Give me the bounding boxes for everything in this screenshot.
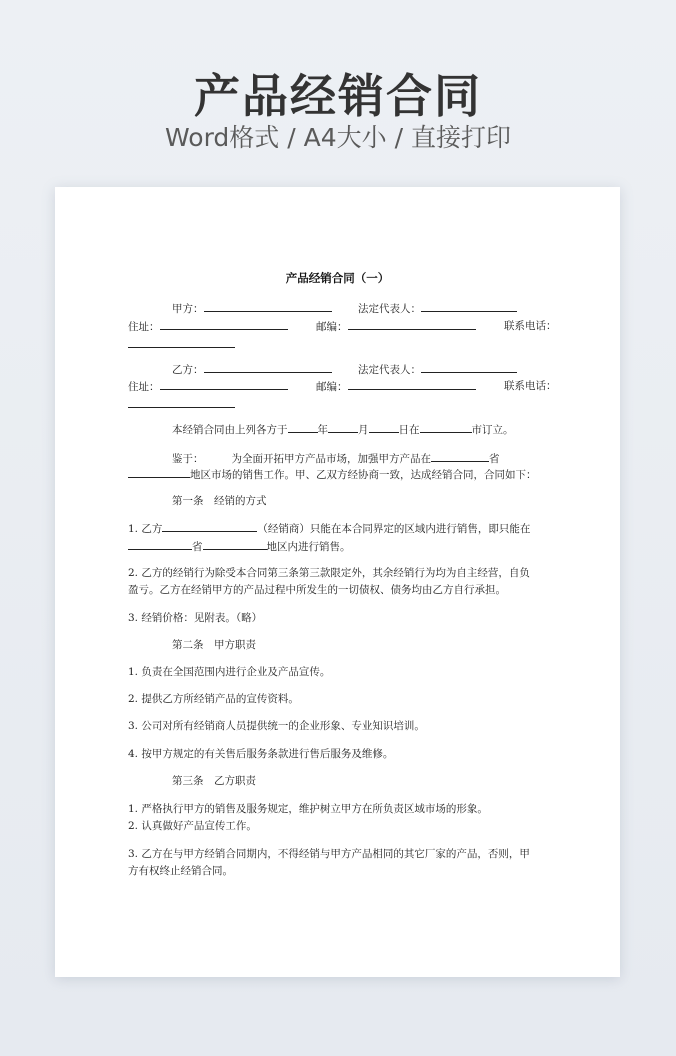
article-2-item: 2. 提供乙方所经销产品的宣传资料。 xyxy=(128,693,299,705)
party-b-phone-label: 联系电话： xyxy=(504,380,557,392)
party-a-phone-blank[interactable] xyxy=(128,337,235,348)
party-b-postcode-row xyxy=(316,379,476,394)
party-b-postcode-label: 邮编： xyxy=(316,381,348,393)
party-b-phone-blank-row xyxy=(128,397,235,412)
party-a-rep-label: 法定代表人： xyxy=(358,303,421,315)
article-2-item: 3. 公司对所有经销商人员提供统一的企业形象、专业知识培训。 xyxy=(128,720,425,732)
article-2-heading: 第二条 甲方职责 xyxy=(172,639,256,651)
article-1-item-3: 3. 经销价格：见附表。（略） xyxy=(128,612,263,624)
article-1-item-1-line-1 xyxy=(128,521,530,536)
article-3-item-3-line-2: 方有权终止经销合同。 xyxy=(128,865,233,877)
article-1-item-2-line-1: 2. 乙方的经销行为除受本合同第三条第三款限定外，其余经销行为均为自主经营，自负 xyxy=(128,567,530,579)
party-b-postcode-blank[interactable] xyxy=(348,379,476,390)
party-b-address-blank[interactable] xyxy=(160,379,288,390)
party-b-name-blank[interactable] xyxy=(204,362,332,373)
document-body xyxy=(55,187,620,977)
party-a-address-row xyxy=(128,319,288,334)
hero-subtitle: Word格式 / A4大小 / 直接打印 xyxy=(165,123,511,152)
document-title: 产品经销合同（一） xyxy=(285,271,390,285)
signing-month-blank[interactable] xyxy=(328,422,358,433)
party-a-name-row xyxy=(172,301,332,316)
preamble-lead: 鉴于： xyxy=(172,453,204,465)
article-1-item-1-text-b: （经销商）只能在本合同界定的区域内进行销售，即只能在 xyxy=(257,523,531,535)
article-3-item-2: 2. 认真做好产品宣传工作。 xyxy=(128,820,257,832)
party-b-rep-row xyxy=(358,362,517,377)
preamble-province: 省 xyxy=(489,453,500,465)
document-page xyxy=(55,187,620,977)
signing-month-label: 月 xyxy=(358,424,369,436)
article-1-province-blank[interactable] xyxy=(128,539,192,550)
article-1-item-1-text-a: 1. 乙方 xyxy=(128,523,163,535)
article-1-item-1-province: 省 xyxy=(192,541,203,553)
party-a-phone-blank-row xyxy=(128,337,235,352)
article-1-item-1-text-d: 地区内进行销售。 xyxy=(266,541,351,553)
party-a-name-label: 甲方： xyxy=(172,303,204,315)
party-b-name-label: 乙方： xyxy=(172,364,204,376)
article-2-item: 4. 按甲方规定的有关售后服务条款进行售后服务及维修。 xyxy=(128,748,394,760)
article-1-item-1-line-2 xyxy=(128,539,351,554)
party-a-phone-label: 联系电话： xyxy=(504,320,557,332)
signing-day-blank[interactable] xyxy=(369,422,399,433)
party-b-rep-blank[interactable] xyxy=(421,362,517,373)
party-a-rep-row xyxy=(358,301,517,316)
party-a-name-blank[interactable] xyxy=(204,301,332,312)
article-1-dealer-blank[interactable] xyxy=(162,521,257,532)
preamble-region-blank[interactable] xyxy=(431,451,489,462)
signing-city-blank[interactable] xyxy=(420,422,472,433)
signing-year-label: 年 xyxy=(317,424,328,436)
signing-sentence xyxy=(172,422,514,437)
preamble-area-blank[interactable] xyxy=(128,467,190,478)
party-a-postcode-row xyxy=(316,319,476,334)
party-a-phone-row xyxy=(504,319,557,333)
hero-title: 产品经销合同 xyxy=(194,69,482,123)
signing-suffix: 市订立。 xyxy=(471,424,514,436)
party-b-phone-row xyxy=(504,379,557,393)
party-b-phone-blank[interactable] xyxy=(128,397,235,408)
party-b-rep-label: 法定代表人： xyxy=(358,364,421,376)
preamble-text-1: 为全面开拓甲方产品市场，加强甲方产品在 xyxy=(231,453,431,465)
article-3-item-1: 1. 严格执行甲方的销售及服务规定，维护树立甲方在所负责区域市场的形象。 xyxy=(128,803,488,815)
signing-year-blank[interactable] xyxy=(288,422,318,433)
preamble-line-2 xyxy=(128,467,537,482)
signing-prefix: 本经销合同由上列各方于 xyxy=(172,424,288,436)
party-a-postcode-blank[interactable] xyxy=(348,319,476,330)
article-3-item-3-line-1: 3. 乙方在与甲方经销合同期内，不得经销与甲方产品相同的其它厂家的产品，否则，甲 xyxy=(128,848,530,860)
party-a-address-blank[interactable] xyxy=(160,319,288,330)
party-a-rep-blank[interactable] xyxy=(421,301,517,312)
preamble-text-2: 地区市场的销售工作。甲、乙双方经协商一致，达成经销合同，合同如下： xyxy=(190,469,537,481)
preamble-line-1 xyxy=(172,451,500,466)
article-1-heading: 第一条 经销的方式 xyxy=(172,495,267,507)
article-2-item: 1. 负责在全国范围内进行企业及产品宣传。 xyxy=(128,666,331,678)
party-b-name-row xyxy=(172,362,332,377)
party-a-postcode-label: 邮编： xyxy=(316,321,348,333)
article-3-heading: 第三条 乙方职责 xyxy=(172,775,256,787)
party-a-address-label: 住址： xyxy=(128,321,160,333)
signing-day-label: 日在 xyxy=(398,424,420,436)
article-1-item-2-line-2: 盈亏。乙方在经销甲方的产品过程中所发生的一切债权、债务均由乙方自行承担。 xyxy=(128,584,506,596)
article-1-area-blank[interactable] xyxy=(203,539,267,550)
party-b-address-label: 住址： xyxy=(128,381,160,393)
party-b-address-row xyxy=(128,379,288,394)
